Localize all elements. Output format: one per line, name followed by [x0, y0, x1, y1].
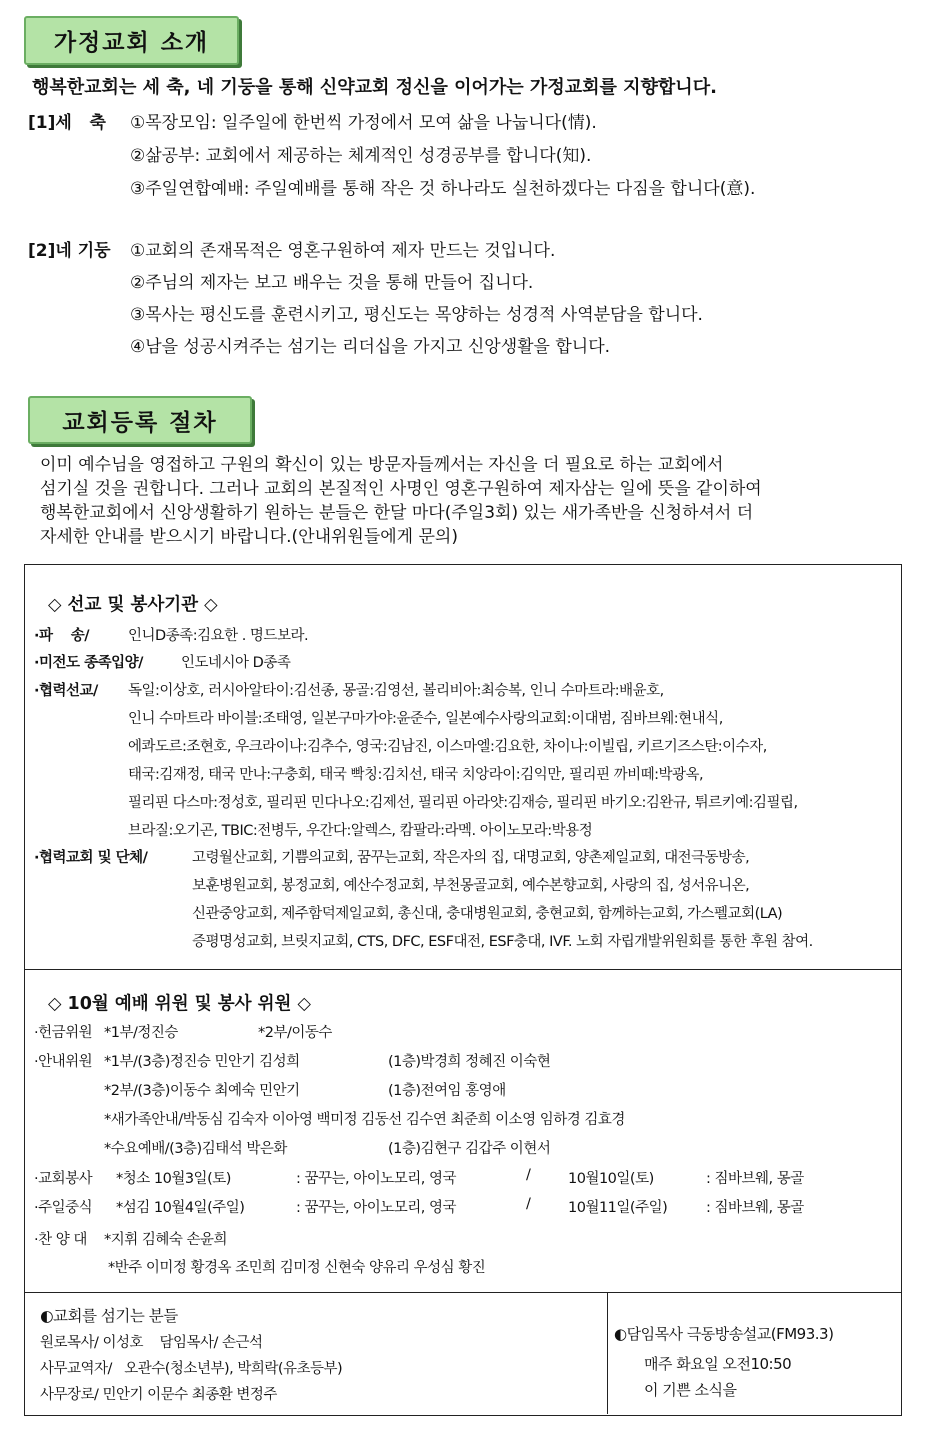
registration-line: 자세한 안내를 받으시기 바랍니다.(안내위원들에게 문의)	[40, 527, 458, 547]
ushers-first-right: (1층)박경희 정혜진 이숙현	[388, 1054, 551, 1070]
service-label: ·교회봉사	[34, 1171, 93, 1187]
intro-title: 가정교회 소개	[53, 30, 210, 56]
registration-line: 섬기실 것을 권합니다. 그러나 교회의 본질적인 사명인 영혼구원하여 제자삼는 일에 뜻을 같이하여	[40, 479, 762, 499]
registration-line: 행복한교회에서 신앙생활하기 원하는 분들은 한달 마다(주일3회) 있는 새가족반을 신청하셔서 더	[40, 503, 754, 523]
unreached-text: 인도네시아 D종족	[181, 655, 291, 671]
box-divider	[24, 969, 902, 970]
radio-line: 매주 화요일 오전10:50	[644, 1355, 792, 1373]
pillars-label: [2]네 기둥	[28, 241, 111, 261]
ushers-wednesday-right: (1층)김현구 김갑주 이현서	[388, 1141, 551, 1157]
partners-label: ·협력선교/	[34, 683, 98, 699]
ushers-first-left: *1부/(3층)정진승 민안기 김성희	[104, 1054, 300, 1070]
choir-label: ·찬 양 대	[34, 1232, 87, 1248]
partners-line: 인니 수마트라 바이블:조태영, 일본구마가야:윤준수, 일본예수사랑의교회:이대범, 짐바브웨:현내식,	[128, 711, 723, 727]
registration-title: 교회등록 절차	[62, 409, 218, 436]
choir-conductor: *지휘 김혜숙 손윤희	[104, 1232, 228, 1248]
october-heading: ◇ 10월 예배 위원 및 봉사 위원 ◇	[48, 994, 311, 1014]
offering-first: *1부/정진승	[104, 1025, 178, 1041]
partners-line: 태국:김재정, 태국 만나:구충회, 태국 빡칭:김치선, 태국 치앙라이:김익만, 필리핀 까비떼:박광옥,	[128, 767, 704, 783]
ushers-label: ·안내위원	[34, 1054, 93, 1070]
axes-item: ③주일연합예배: 주일예배를 통해 작은 것 하나라도 실천하겠다는 다짐을 합니다(意).	[130, 179, 756, 199]
staff-line: 사무교역자/ 오관수(청소년부), 박희락(유초등부)	[40, 1361, 343, 1377]
partners-line: 브라질:오기곤, TBIC:전병두, 우간다:알렉스, 캄팔라:라멕. 아이노모라:박용정	[128, 823, 593, 839]
lunch-right-groups: : 짐바브웨, 몽골	[706, 1200, 804, 1216]
ushers-newcomer: *새가족안내/박동심 김숙자 이아영 백미정 김동선 김수연 최준희 이소영 임하경 김효경	[104, 1112, 625, 1128]
pillars-item: ①교회의 존재목적은 영혼구원하여 제자 만드는 것입니다.	[130, 241, 556, 261]
churches-line: 보훈병원교회, 봉정교회, 예산수정교회, 부천몽골교회, 예수본향교회, 사랑의 집, 성서유니온,	[192, 878, 750, 894]
staff-line: 사무장로/ 민안기 이문수 최종환 변정주	[40, 1387, 277, 1403]
service-right-groups: : 짐바브웨, 몽골	[706, 1171, 804, 1187]
axes-label: [1]세 축	[28, 113, 106, 133]
ushers-wednesday-left: *수요예배/(3층)김태석 박은화	[104, 1141, 287, 1157]
axes-item: ①목장모임: 일주일에 한번씩 가정에서 모여 삶을 나눕니다(情).	[130, 113, 597, 133]
churches-line: 고령월산교회, 기쁨의교회, 꿈꾸는교회, 작은자의 집, 대명교회, 양촌제일교회, 대전극동방송,	[192, 850, 750, 866]
box-divider	[24, 1292, 902, 1293]
registration-title-badge	[28, 396, 252, 444]
unreached-label: ·미전도 종족입양/	[34, 655, 143, 671]
service-left: *청소 10월3일(토)	[116, 1171, 231, 1187]
partners-line: 에콰도르:조현호, 우크라이나:김추수, 영국:김남진, 이스마엘:김요한, 차이나:이빌립, 키르기즈스탄:이수자,	[128, 739, 767, 755]
churches-line: 신관중앙교회, 제주함덕제일교회, 총신대, 충대병원교회, 충현교회, 함께하는교회, 가스펠교회(LA)	[192, 906, 783, 922]
lunch-left-groups: : 꿈꾸는, 아이노모리, 영국	[296, 1200, 457, 1216]
lunch-label: ·주일중식	[34, 1200, 93, 1216]
churches-line: 증평명성교회, 브릿지교회, CTS, DFC, ESF대전, ESF충대, IVF. 노회 자립개발위원회를 통한 후원 참여.	[192, 934, 813, 950]
dispatch-text: 인니D종족:김요한 . 명드보라.	[128, 628, 309, 644]
lunch-right: 10월11일(주일)	[568, 1200, 668, 1216]
axes-item: ②삶공부: 교회에서 제공하는 체계적인 성경공부를 합니다(知).	[130, 146, 592, 166]
intro-lead: 행복한교회는 세 축, 네 기둥을 통해 신약교회 정신을 이어가는 가정교회를 지향합니다.	[32, 77, 717, 98]
service-divider: /	[526, 1167, 531, 1183]
lunch-divider: /	[526, 1196, 531, 1212]
service-right: 10월10일(토)	[568, 1171, 654, 1187]
pillars-item: ④남을 성공시켜주는 섬기는 리더십을 가지고 신앙생활을 합니다.	[130, 337, 611, 357]
ushers-second-right: (1층)전여임 홍영애	[388, 1083, 506, 1099]
registration-line: 이미 예수님을 영접하고 구원의 확신이 있는 방문자들께서는 자신을 더 필요로 하는 교회에서	[40, 455, 724, 475]
choir-accompanist: *반주 이미정 황경옥 조민희 김미정 신현숙 양유리 우성심 황진	[108, 1260, 486, 1276]
staff-line: 원로목사/ 이성호 담임목사/ 손근석	[40, 1335, 263, 1351]
mission-heading: ◇ 선교 및 봉사기관 ◇	[48, 595, 218, 615]
pillars-item: ③목사는 평신도를 훈련시키고, 평신도는 목양하는 성경적 사역분담을 합니다.	[130, 305, 703, 325]
staff-heading: ◐교회를 섬기는 분들	[40, 1307, 178, 1325]
partners-line: 필리핀 다스마:정성호, 필리핀 민다나오:김제선, 필리핀 아라얏:김재승, 필리핀 바기오:김완규, 튀르키예:김필립,	[128, 795, 798, 811]
lunch-left: *섬김 10월4일(주일)	[116, 1200, 245, 1216]
partners-line: 독일:이상호, 러시아알타이:김선종, 몽골:김영선, 볼리비아:최승복, 인니 수마트라:배윤호,	[128, 683, 664, 699]
dispatch-label: ·파 송/	[34, 628, 90, 644]
ushers-second-left: *2부/(3층)이동수 최예숙 민안기	[104, 1083, 300, 1099]
radio-line: 이 기쁜 소식을	[644, 1381, 737, 1399]
churches-label: ·협력교회 및 단체/	[34, 850, 148, 866]
offering-label: ·헌금위원	[34, 1025, 93, 1041]
intro-title-badge	[24, 16, 239, 65]
box-vertical-divider	[607, 1292, 608, 1414]
offering-second: *2부/이동수	[258, 1025, 332, 1041]
service-left-groups: : 꿈꾸는, 아이노모리, 영국	[296, 1171, 457, 1187]
pillars-item: ②주님의 제자는 보고 배우는 것을 통해 만들어 집니다.	[130, 273, 534, 293]
radio-heading: ◐담임목사 극동방송설교(FM93.3)	[614, 1325, 834, 1343]
